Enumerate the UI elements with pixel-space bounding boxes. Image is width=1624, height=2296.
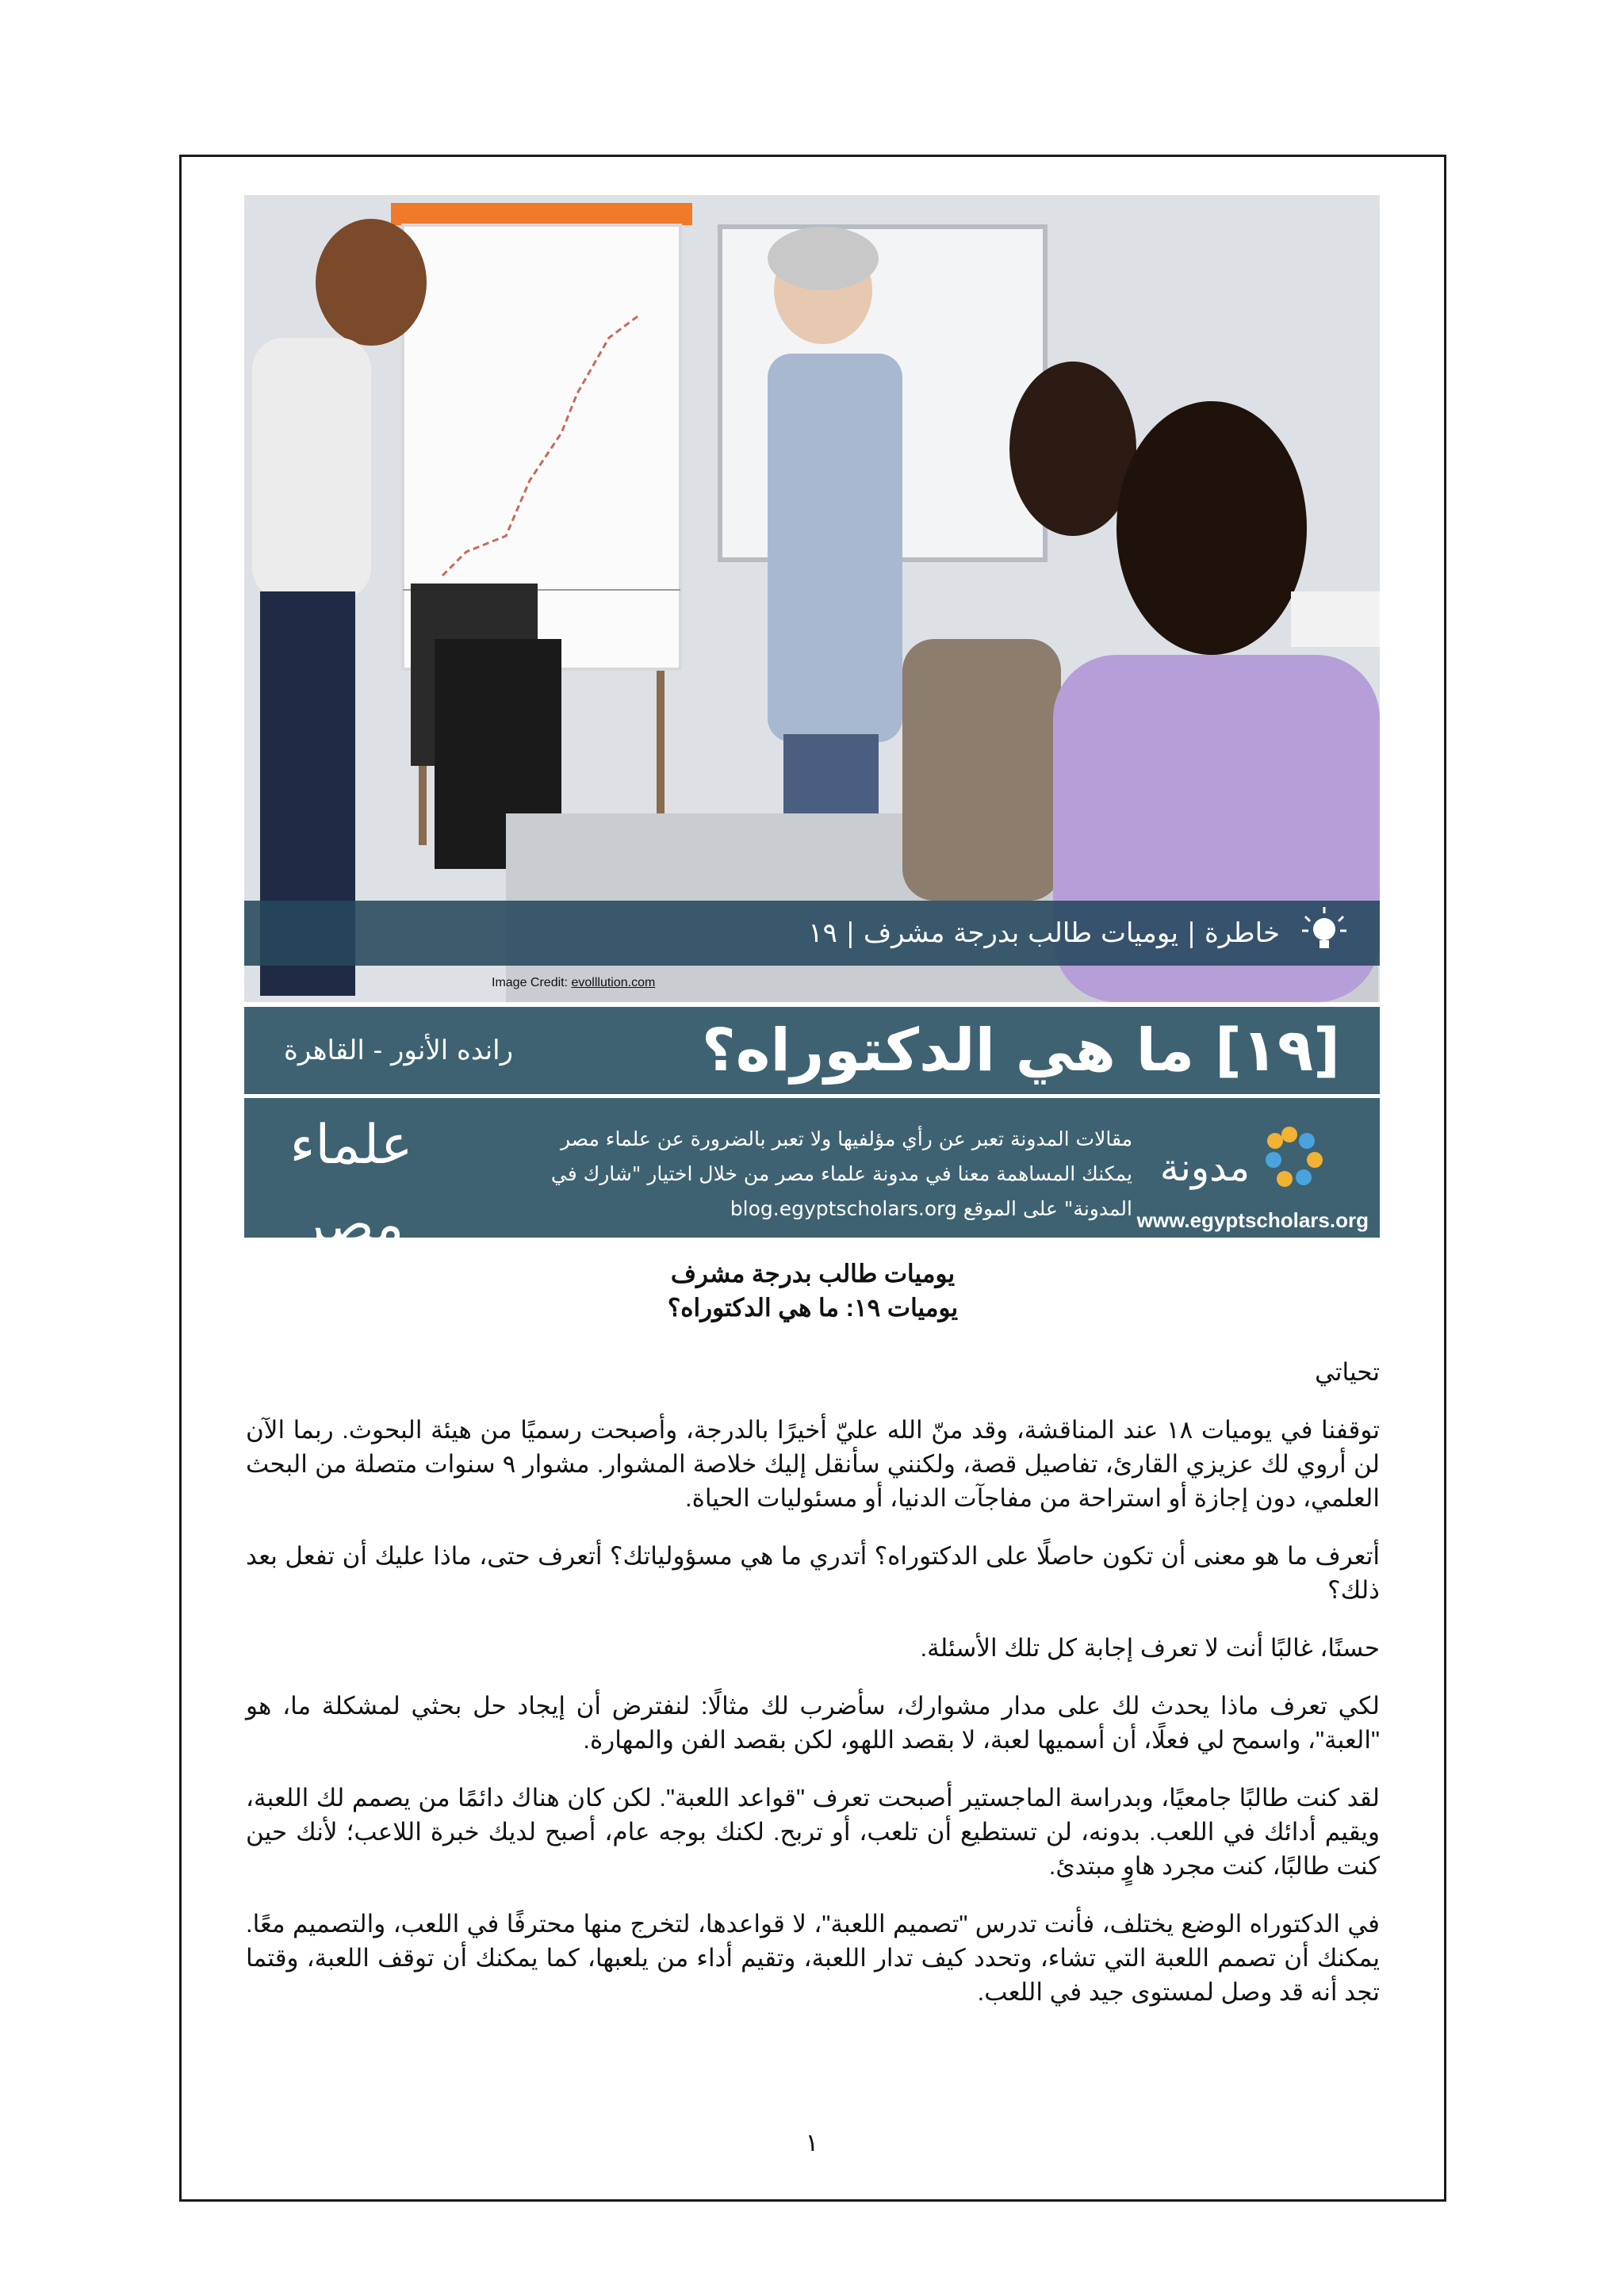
article-heading: يوميات طالب بدرجة مشرف [670,1260,956,1288]
paragraph: توقفنا في يوميات ١٨ عند المناقشة، وقد منّ الله عليّ أخيرًا بالدرجة، وأصبحت رسميًا من هيئة البحوث. ربما الآن لن أروي لك عزيزي القارئ، تفاصيل قصة، ولكنني سأنقل إليك خلاصة المشوار. مشوار ٩ سنوات متصلة من البحث العلمي، دون إجازة أو استراحة من مفاجآت الدنيا، أو مسئوليات الحياة. [246,1416,1380,1512]
hero-caption-bar [244,901,1380,966]
image-credit [492,976,655,990]
title-band [244,1007,1380,1094]
greeting: تحياتي [1315,1358,1380,1386]
paragraph: أتعرف ما هو معنى أن تكون حاصلًا على الدكتوراه؟ أتدري ما هي مسؤولياتك؟ أتعرف حتى، ماذا عليك أن تفعل بعد ذلك؟ [246,1542,1380,1604]
paragraph: في الدكتوراه الوضع يختلف، فأنت تدرس "تصميم اللعبة"، لا قواعدها، لتخرج منها محترفًا في اللعب، والتصميم معًا. يمكنك أن تصمم اللعبة التي تشاء، وتحدد كيف تدار اللعبة، وتقيم أداء من يلعبها، كما يمكنك أن توقف اللعبة، وقتما تجد أنه قد وصل لمستوى جيد في اللعب. [246,1910,1380,2006]
paragraph: حسنًا، غالبًا أنت لا تعرف إجابة كل تلك الأسئلة. [920,1634,1380,1662]
disclaimer-line-1: مقالات المدونة تعبر عن رأي مؤلفيها ولا تعبر بالضرورة عن علماء مصر [560,1127,1132,1150]
logo-tagline: لأن كل عقل يفرق [285,1265,417,1284]
website-link[interactable]: www.egyptscholars.org [1136,1208,1369,1232]
article-body [246,1257,1380,2009]
egyptscholars-logo [252,1106,450,1284]
image-credit-link[interactable]: evolllution.com [571,976,656,989]
disclaimer-line-2: يمكنك المساهمة معنا في مدونة علماء مصر من خلال اختيار "شارك في [550,1162,1132,1185]
lightbulb-icon [1300,905,1348,961]
logo-wordmark: علماء مصر [289,1114,413,1256]
hero-image [244,195,1380,1002]
paragraph: لقد كنت طالبًا جامعيًا، وبدراسة الماجستير أصبحت تعرف "قواعد اللعبة". لكن كان هناك دائمًا من يصمم لك اللعبة، ويقيم أدائك في اللعب. بدونه، لن تستطيع أن تلعب، أو تربح. لكنك بوجه عام، أصبح لديك خبرة اللاعب؛ لأنك حين كنت طالبًا، كنت مجرد هاوٍ مبتدئ. [246,1784,1380,1880]
paragraph: لكي تعرف ماذا يحدث لك على مدار مشوارك، سأضرب لك مثالًا: لنفترض أن إيجاد حل بحثي لمشكلة ما، هو "العبة"، واسمح لي فعلًا، أن أسميها لعبة، لا بقصد اللهو، لكن بقصد الفن والمهارة. [246,1692,1380,1754]
article-subheading: يوميات ١٩: ما هي الدكتوراه؟ [667,1294,959,1322]
hero-caption-text: خاطرة | يوميات طالب بدرجة مشرف | ١٩ [808,917,1280,949]
author-location: رانده الأنور - القاهرة [284,1035,514,1066]
office-scene-illustration [244,195,1380,1002]
blog-logo-wordmark: مدونة [1159,1146,1250,1190]
blog-logo [1136,1114,1369,1233]
disclaimer-line-3: المدونة" على الموقع blog.egyptscholars.org [730,1197,1132,1220]
image-credit-label: Image Credit: [492,976,572,989]
page-number: ١ [805,2129,819,2156]
blog-disclaimer [482,1122,1132,1226]
page-title: [١٩] ما هي الدكتوراه؟ [701,1016,1340,1085]
